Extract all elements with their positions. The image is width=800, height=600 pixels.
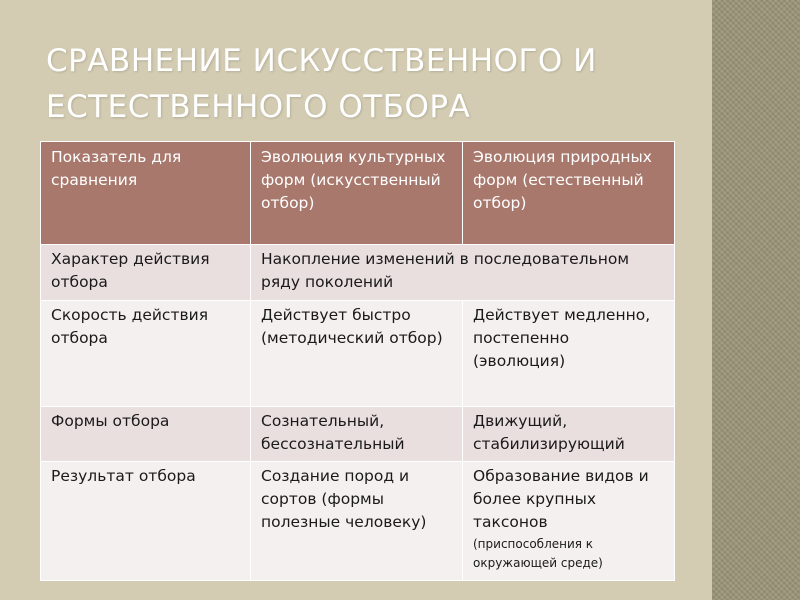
cell-indicator: Характер действия отбора	[41, 245, 251, 301]
cell-artificial: Сознательный, бессознательный	[251, 407, 463, 462]
decorative-side-band	[712, 0, 800, 600]
table-header-row	[41, 142, 675, 245]
cell-artificial: Создание пород и сортов (формы полезные человеку)	[251, 462, 463, 581]
header-artificial: Эволюция культурных форм (искусственный отбор)	[251, 142, 463, 245]
cell-common: Накопление изменений в последовательном ряду поколений	[251, 245, 675, 301]
cell-natural: Действует медленно, постепенно (эволюция)	[463, 301, 675, 407]
cell-indicator: Скорость действия отбора	[41, 301, 251, 407]
header-natural: Эволюция природных форм (естественный отбор)	[463, 142, 675, 245]
cell-natural-note: (приспособления к окружающей среде)	[473, 537, 603, 570]
table-row-character	[41, 245, 675, 301]
comparison-table	[40, 141, 675, 581]
slide-title	[46, 38, 696, 130]
cell-indicator: Формы отбора	[41, 407, 251, 462]
cell-natural	[463, 462, 675, 581]
cell-natural-main: Образование видов и более крупных таксонов	[473, 467, 649, 531]
cell-artificial: Действует быстро (методический отбор)	[251, 301, 463, 407]
header-indicator: Показатель для сравнения	[41, 142, 251, 245]
table-row-forms	[41, 407, 675, 462]
table-row-speed	[41, 301, 675, 407]
cell-indicator: Результат отбора	[41, 462, 251, 581]
slide-title-line-1: СРАВНЕНИЕ ИСКУССТВЕННОГО И	[46, 43, 597, 79]
slide-title-line-2: ЕСТЕСТВЕННОГО ОТБОРА	[46, 89, 471, 125]
table-row-result	[41, 462, 675, 581]
cell-natural: Движущий, стабилизирующий	[463, 407, 675, 462]
